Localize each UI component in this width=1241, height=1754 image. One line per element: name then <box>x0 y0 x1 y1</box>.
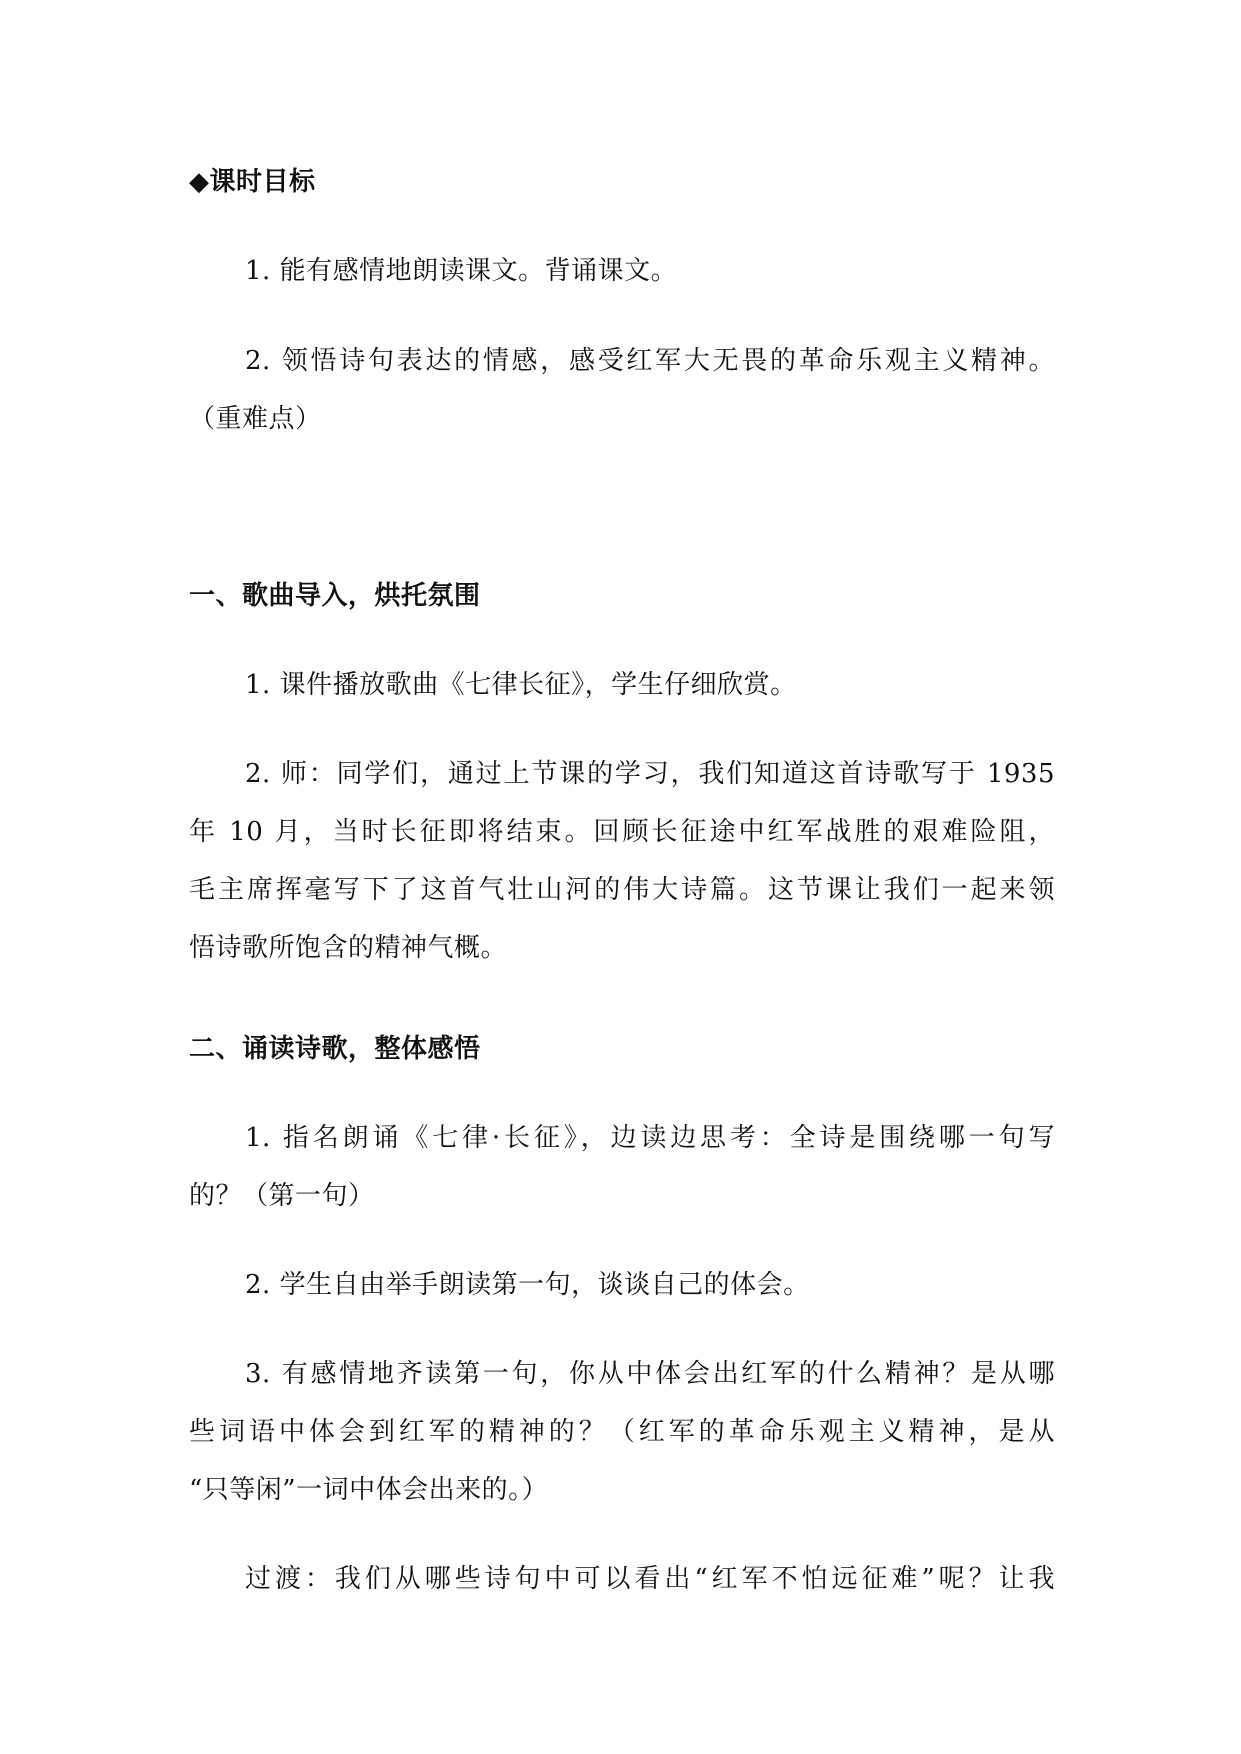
section-1-heading: 一、歌曲导入，烘托氛围 <box>189 581 481 611</box>
section-2-paragraph-2: 2. 学生自由举手朗读第一句，谈谈自己的体会。 <box>245 1270 810 1300</box>
objectives-title: ◆课时目标 <box>189 167 316 197</box>
section-2-transition: 过渡：我们从哪些诗句中可以看出“红军不怕远征难”呢？让我 <box>245 1564 1055 1594</box>
section-2-paragraph-1-line-2: 的？（第一句） <box>189 1181 375 1211</box>
section-2-paragraph-3-line-1: 3. 有感情地齐读第一句，你从中体会出红军的什么精神？是从哪 <box>245 1359 1055 1389</box>
objective-item-1: 1. 能有感情地朗读课文。背诵课文。 <box>245 256 678 286</box>
section-2-paragraph-1-line-1: 1. 指名朗诵《七律·长征》，边读边思考：全诗是围绕哪一句写 <box>245 1123 1055 1153</box>
objective-item-2-line-1: 2. 领悟诗句表达的情感，感受红军大无畏的革命乐观主义精神。 <box>245 346 1055 376</box>
section-1-paragraph-2-line-2: 年 10 月，当时长征即将结束。回顾长征途中红军战胜的艰难险阻， <box>189 817 1055 847</box>
objective-item-2-line-2: （重难点） <box>189 404 322 434</box>
section-1-paragraph-2-line-4: 悟诗歌所饱含的精神气概。 <box>189 933 508 963</box>
section-2-paragraph-3-line-2: 些词语中体会到红军的精神的？（红军的革命乐观主义精神，是从 <box>189 1417 1055 1447</box>
section-1-paragraph-2-line-1: 2. 师：同学们，通过上节课的学习，我们知道这首诗歌写于 1935 <box>245 759 1055 789</box>
section-2-paragraph-3-line-3: “只等闲”一词中体会出来的。） <box>189 1475 549 1505</box>
section-1-paragraph-2-line-3: 毛主席挥毫写下了这首气壮山河的伟大诗篇。这节课让我们一起来领 <box>189 875 1055 905</box>
section-1-paragraph-1: 1. 课件播放歌曲《七律长征》，学生仔细欣赏。 <box>245 670 797 700</box>
section-2-heading: 二、诵读诗歌，整体感悟 <box>189 1034 481 1064</box>
